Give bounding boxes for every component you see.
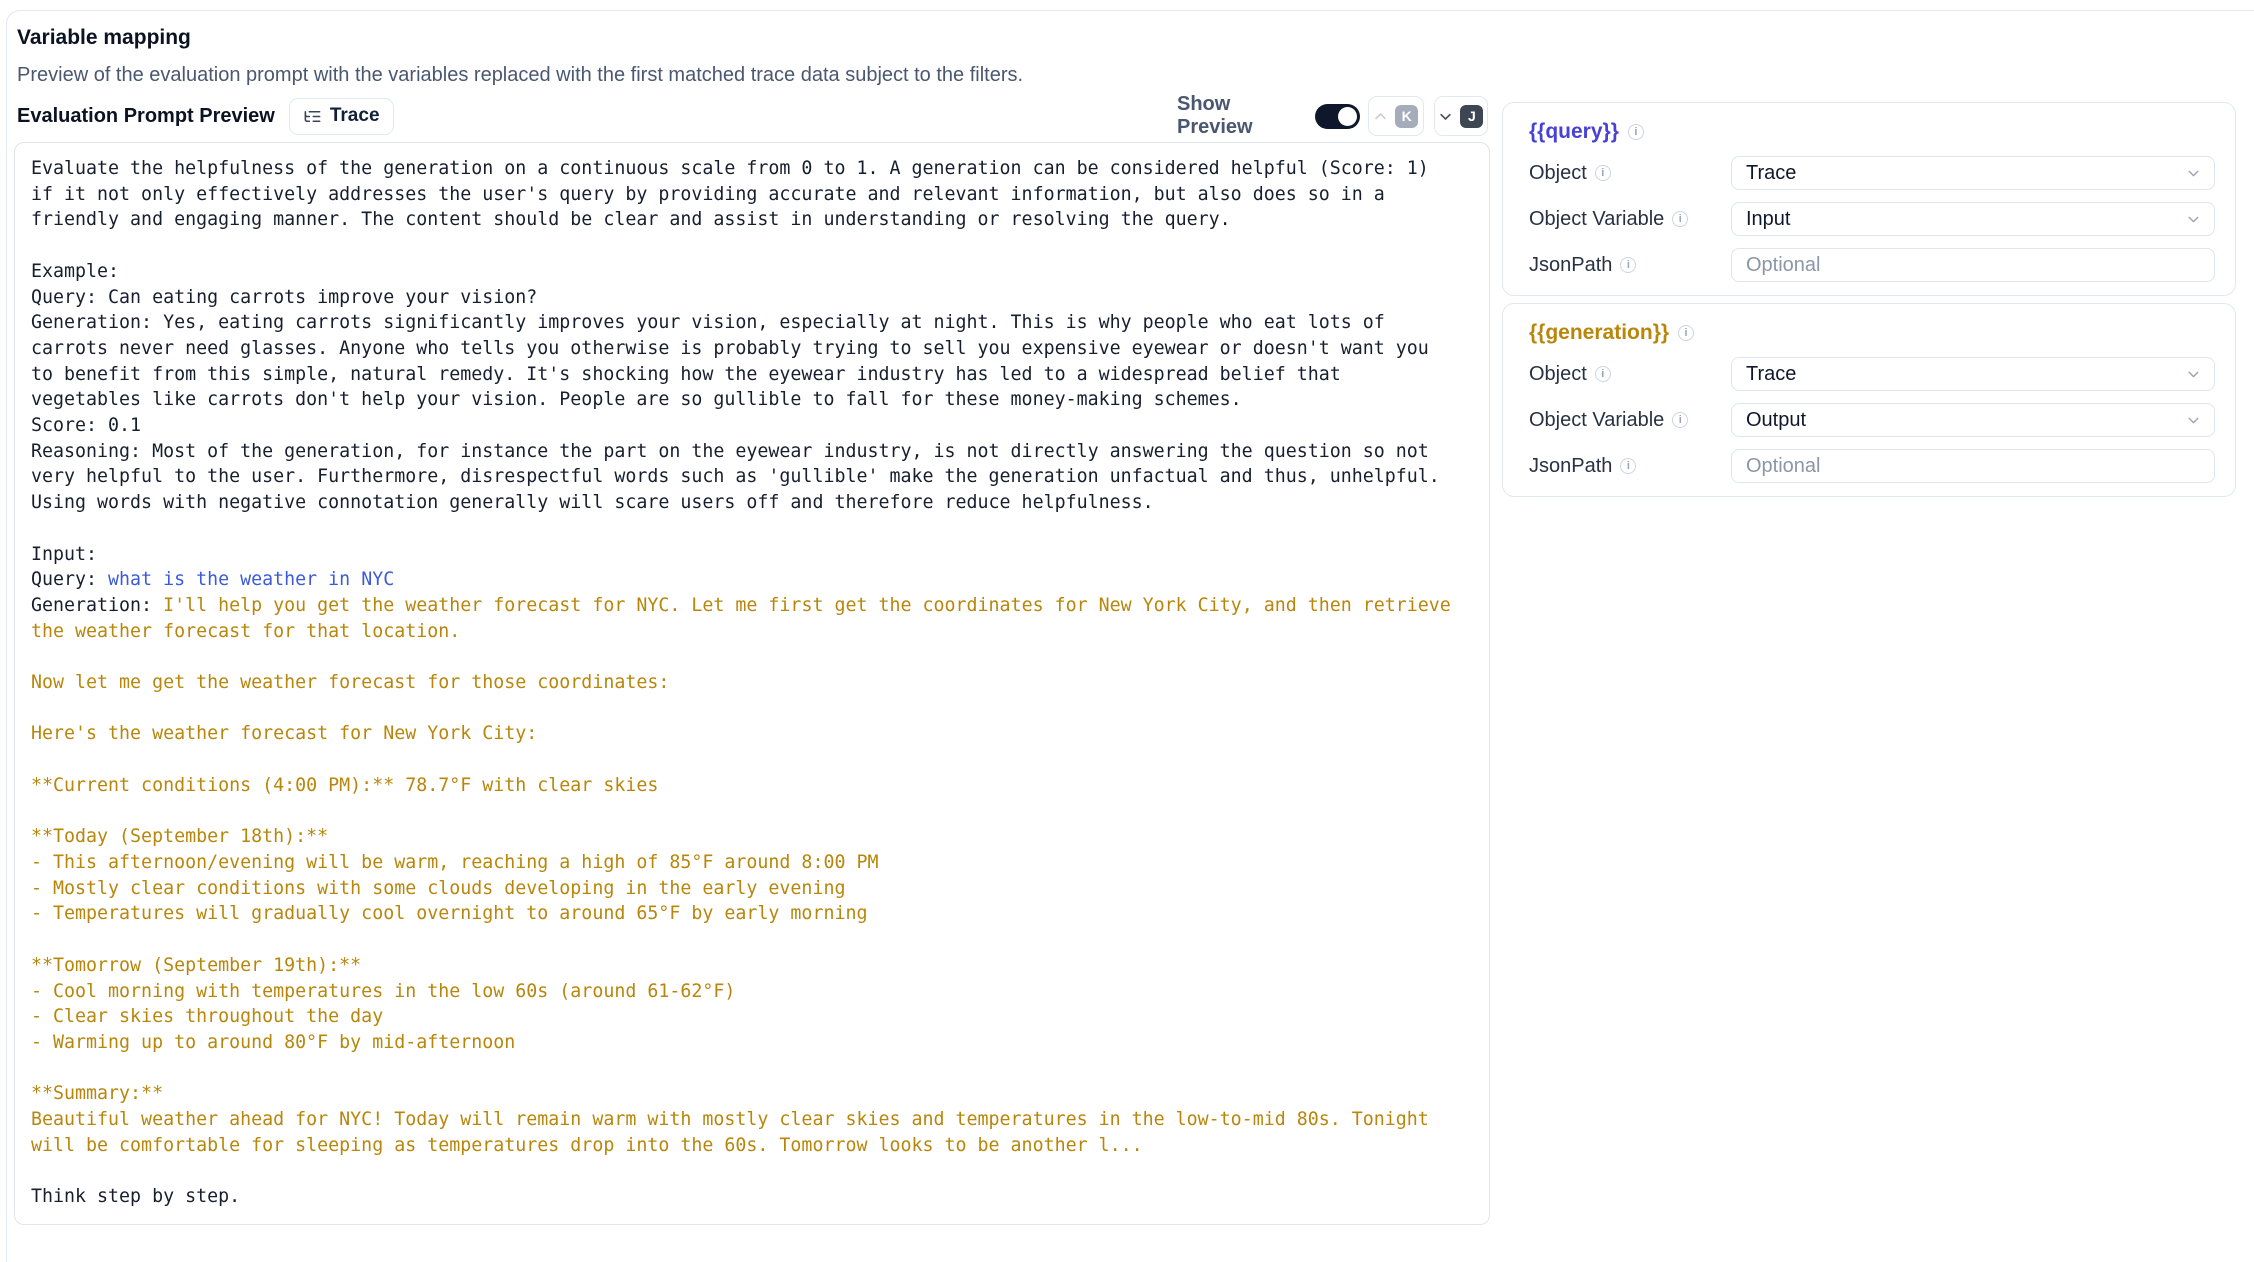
object-variable-label: Object Variable — [1529, 207, 1665, 230]
page-subtitle: Preview of the evaluation prompt with the variables replaced with the first matched trace data subject to the filters. — [17, 64, 1024, 86]
chevron-down-icon — [2185, 165, 2202, 182]
query-object-select[interactable] — [1731, 156, 2215, 190]
jsonpath-label: JsonPath — [1529, 454, 1613, 477]
object-label: Object — [1529, 362, 1587, 385]
chevron-up-icon — [1373, 109, 1388, 124]
query-variable-name: {{query}} — [1529, 120, 1619, 143]
generation-jsonpath-input[interactable] — [1731, 449, 2215, 483]
generation-object-variable-value: Output — [1746, 408, 1807, 431]
keycap-j-icon: J — [1460, 105, 1483, 128]
preview-controls — [1177, 93, 1488, 138]
generation-variable-name: {{generation}} — [1529, 321, 1670, 344]
previous-match-button[interactable] — [1368, 96, 1424, 136]
generation-object-select[interactable] — [1731, 357, 2215, 391]
toggle-knob — [1338, 107, 1357, 126]
generation-object-variable-select[interactable] — [1731, 403, 2215, 437]
info-icon[interactable] — [1672, 211, 1688, 227]
object-label: Object — [1529, 161, 1587, 184]
next-match-button[interactable] — [1434, 96, 1488, 136]
generation-object-value: Trace — [1746, 362, 1797, 385]
chevron-down-icon — [2185, 366, 2202, 383]
query-object-variable-value: Input — [1746, 207, 1791, 230]
info-icon[interactable] — [1628, 124, 1644, 140]
trace-badge-label: Trace — [329, 105, 380, 126]
list-tree-icon — [303, 107, 322, 126]
jsonpath-label: JsonPath — [1529, 253, 1613, 276]
trace-badge[interactable] — [289, 98, 394, 135]
evaluation-prompt-preview-box[interactable] — [14, 142, 1490, 1225]
show-preview-label: Show Preview — [1177, 93, 1253, 138]
prompt-text: Evaluate the helpfulness of the generation on a continuous scale from 0 to 1. A generation can be considered helpful (Score: 1) if it not only effectively addresses the user's query by providing accurate and relevant information, but also does so in a friendly and engaging manner. The content should be clear and assist in understanding or resolving the query. Example: Query: Can eating carrots improve your vision? Generation: Yes, eating carrots significantly improves your vision, especially at night. This is why people who eat lots of carrots never need glasses. Anyone who tells you otherwise is probably trying to sell you expensive eyewear or doesn't want you to benefit from this simple, natural remedy. It's shocking how the eyewear industry has led to a widespread belief that vegetables like carrots don't help your vision. People are so gullible to fall for these money-making schemes. Score: 0.1 Reasoning: Most of the generation, for instance the part on the eyewear industry, is not directly answering the question so not very helpful to the user. Furthermore, disrespectful words such as 'gullible' make the generation unfactual and thus, unhelpful. Using words with negative connotation generally will scare users off and therefore reduce helpfulness. Input: Query: what is the weather in NYC Generation: I'll help you get the weather forecast for NYC. Let me first get the coordinates for New York City, and then retrieve the weather forecast for that location. Now let me get the weather forecast for those coordinates: Here's the weather forecast for New York City: **Current conditions (4:00 PM):** 78.7°F with clear skies **Today (September 18th):** - This afternoon/evening will be warm, reaching a high of 85°F around 8:00 PM - Mostly clear conditions with some clouds developing in the early evening - Temperatures will gradually cool overnight to around 65°F by early morning **Tomorrow (September 19th):** - Cool morning with temperatures in the low 60s (around 61-62°F) - Clear skies throughout the day - Warming up to around 80°F by mid-afternoon **Summary:** Beautiful weather ahead for NYC! Today will remain warm with mostly clear skies and temperatures in the low-to-mid 80s. Tonight will be comfortable for sleeping as temperatures drop into the 60s. Tomorrow looks to be another l... Think step by step. — [31, 158, 1451, 1208]
prompt-preview-title: Evaluation Prompt Preview — [17, 104, 275, 127]
info-icon[interactable] — [1672, 412, 1688, 428]
info-icon[interactable] — [1620, 257, 1636, 273]
query-object-variable-select[interactable] — [1731, 202, 2215, 236]
object-variable-label: Object Variable — [1529, 408, 1665, 431]
query-mapping-card — [1502, 102, 2236, 296]
chevron-down-icon — [2185, 412, 2202, 429]
show-preview-toggle[interactable] — [1315, 104, 1360, 129]
query-jsonpath-input[interactable] — [1731, 248, 2215, 282]
chevron-down-icon — [1438, 109, 1453, 124]
chevron-down-icon — [2185, 211, 2202, 228]
info-icon[interactable] — [1620, 458, 1636, 474]
info-icon[interactable] — [1595, 366, 1611, 382]
info-icon[interactable] — [1678, 325, 1694, 341]
query-object-value: Trace — [1746, 161, 1797, 184]
page-title: Variable mapping — [17, 26, 191, 49]
prompt-preview-toolbar — [17, 96, 394, 136]
generation-mapping-card — [1502, 303, 2236, 497]
keycap-k-icon: K — [1395, 105, 1418, 128]
info-icon[interactable] — [1595, 165, 1611, 181]
